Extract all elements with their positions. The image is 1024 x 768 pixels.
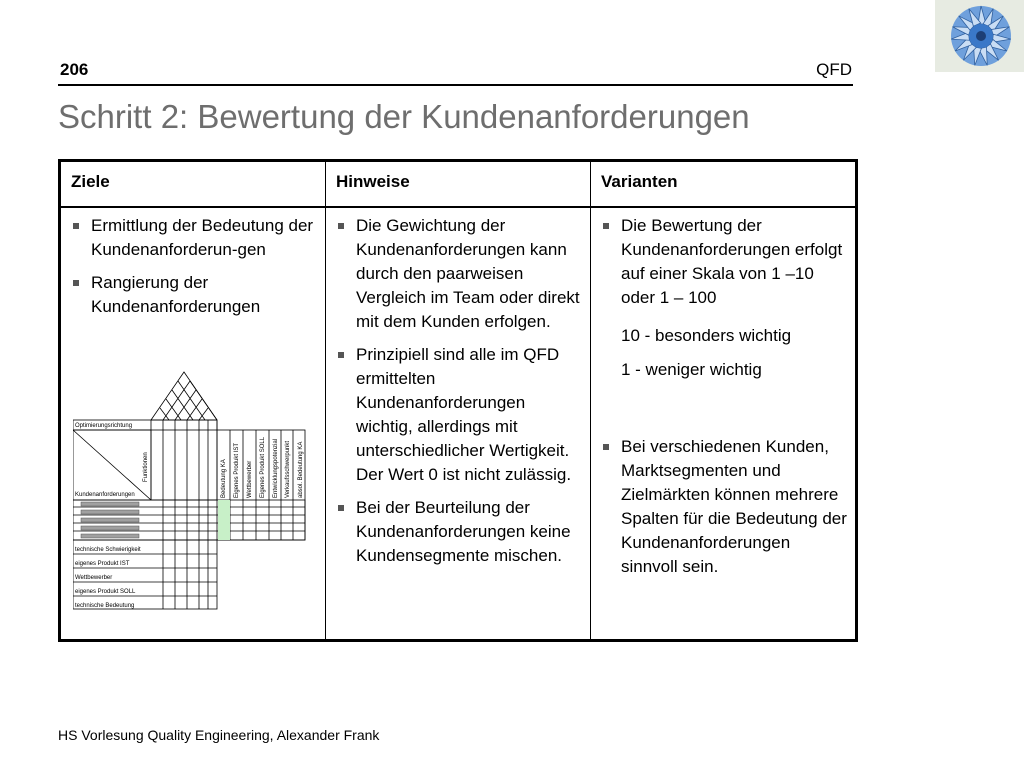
header-rule — [58, 84, 853, 86]
hinweise-cell — [326, 207, 591, 641]
table-header-row — [60, 161, 857, 208]
row-label: eigenes Produkt IST — [75, 561, 130, 567]
header-ziele: Ziele — [60, 161, 326, 208]
bullet-icon — [73, 223, 79, 229]
column-label: Eigenes Produkt IST — [234, 442, 240, 498]
page-number: 206 — [60, 60, 89, 79]
label-kundenanforderungen: Kundenanforderungen — [75, 492, 135, 498]
column-label: Eigenes Produkt SOLL — [260, 436, 266, 498]
list-item: Die Gewichtung der Kundenanforderungen kann durch den paarweisen Vergleich im Team oder direkt mit dem Kunden erfolgen. — [334, 214, 582, 334]
column-label: Entwicklungspotenzial — [273, 438, 279, 498]
bullet-icon — [603, 444, 609, 450]
column-label: absol. Bedeutung KA — [298, 441, 304, 498]
list-item: Bei der Beurteilung der Kundenanforderungen keine Kundensegmente mischen. — [334, 496, 582, 568]
turbine-logo-icon — [935, 0, 1024, 72]
house-of-quality-diagram — [73, 370, 311, 615]
label-funktionen: Funktionen — [143, 452, 149, 482]
row-label: technische Bedeutung — [75, 603, 135, 609]
list-item: Bei verschiedenen Kunden, Marktsegmenten und Zielmärkten können mehrere Spalten für die Bedeutung der Kundenanforderungen sinnvoll sein. — [599, 435, 847, 579]
bullet-icon — [603, 223, 609, 229]
list-item: Die Bewertung der Kundenanforderungen erfolgt auf einer Skala von 1 –10 oder 1 – 100 10 - besonders wichtig 1 - weniger wichtig — [599, 214, 847, 426]
topic-label: QFD — [816, 60, 852, 79]
label-optimierungsrichtung: Optimierungsrichtung — [75, 423, 133, 429]
scale-high-text: 10 - besonders wichtig — [621, 326, 792, 345]
column-label: Wettbewerber — [247, 460, 253, 498]
footer-text: HS Vorlesung Quality Engineering, Alexander Frank — [58, 727, 380, 743]
bullet-icon — [338, 505, 344, 511]
scale-low-text: 1 - weniger wichtig — [621, 360, 762, 379]
header-varianten: Varianten — [591, 161, 857, 208]
row-label: eigenes Produkt SOLL — [75, 589, 136, 595]
column-label: Bedeutung KA — [221, 459, 227, 498]
highlight-column — [218, 500, 230, 540]
column-label: Verkaufsschwerpunkt — [285, 440, 291, 498]
varianten-list — [599, 214, 847, 579]
list-item: Ermittlung der Bedeutung der Kundenanforderun-gen — [69, 214, 317, 262]
header-hinweise: Hinweise — [326, 161, 591, 208]
list-item: Rangierung der Kundenanforderungen — [69, 271, 317, 319]
list-item: Prinzipiell sind alle im QFD ermittelten Kundenanforderungen wichtig, allerdings mit unterschiedlicher Wertigkeit. Der Wert 0 ist nicht zulässig. — [334, 343, 582, 487]
ziele-list — [69, 214, 317, 319]
row-label: Wettbewerber — [75, 575, 113, 581]
row-label: technische Schwierigkeit — [75, 547, 141, 553]
bullet-icon — [338, 223, 344, 229]
bullet-icon — [338, 352, 344, 358]
slide-title: Schritt 2: Bewertung der Kundenanforderungen — [58, 98, 750, 135]
varianten-cell — [591, 207, 857, 641]
bullet-icon — [73, 280, 79, 286]
hinweise-list — [334, 214, 582, 568]
